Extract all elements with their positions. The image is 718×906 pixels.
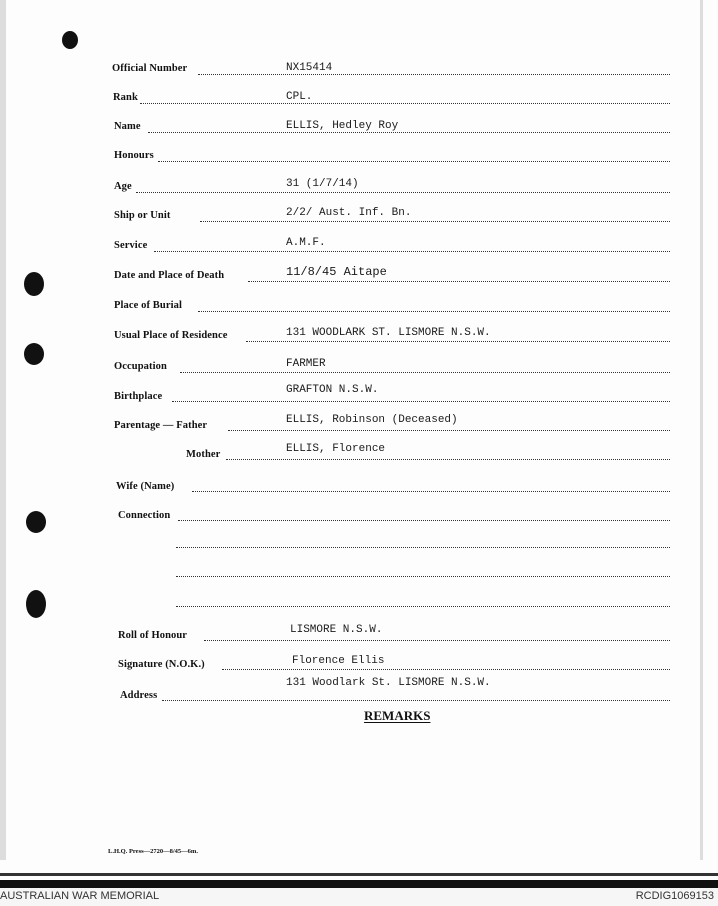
- field-label: Service: [114, 240, 148, 251]
- field-value: ELLIS, Robinson (Deceased): [286, 414, 458, 426]
- scan-border: [0, 880, 718, 888]
- footer-bar: [0, 888, 718, 906]
- field-official-number: [0, 60, 718, 82]
- field-place-of-burial: [0, 293, 718, 315]
- field-value: 11/8/45 Aitape: [286, 265, 387, 279]
- field-ship-or-unit: [0, 204, 718, 226]
- footer-archive-name: AUSTRALIAN WAR MEMORIAL: [0, 890, 160, 902]
- field-value: GRAFTON N.S.W.: [286, 384, 379, 396]
- blank-line: [176, 576, 670, 577]
- field-age: [0, 175, 718, 197]
- field-label: Birthplace: [114, 391, 163, 402]
- field-label: Ship or Unit: [114, 210, 171, 221]
- blank-line: [176, 606, 670, 607]
- blank-line: [176, 547, 670, 548]
- field-honours: [0, 145, 718, 167]
- field-label: Wife (Name): [116, 481, 175, 492]
- field-label: Rank: [113, 92, 138, 103]
- field-label: Occupation: [114, 361, 167, 372]
- field-value: CPL.: [286, 91, 313, 103]
- field-value: 31 (1/7/14): [286, 178, 359, 190]
- field-value: 2/2/ Aust. Inf. Bn.: [286, 207, 412, 219]
- field-wife: [0, 475, 718, 497]
- field-roll-of-honour: [0, 622, 718, 644]
- field-service: [0, 233, 718, 255]
- field-value: ELLIS, Florence: [286, 443, 386, 455]
- field-label: Date and Place of Death: [114, 270, 225, 281]
- field-value: FARMER: [286, 358, 326, 370]
- field-signature-nok: [0, 651, 718, 673]
- field-date-place-of-death: [0, 263, 718, 285]
- field-label: Mother: [186, 449, 221, 460]
- punch-hole: [26, 590, 46, 618]
- scan-border: [0, 873, 718, 876]
- field-rank: [0, 88, 718, 110]
- field-father: [0, 412, 718, 434]
- field-label: Age: [114, 181, 132, 192]
- field-usual-place-of-residence: [0, 323, 718, 345]
- field-connection: [0, 504, 718, 526]
- field-value: 131 WOODLARK ST. LISMORE N.S.W.: [286, 327, 491, 339]
- field-value: 131 Woodlark St. LISMORE N.S.W.: [286, 677, 491, 689]
- field-occupation: [0, 353, 718, 375]
- field-value: NX15414: [286, 62, 333, 74]
- field-mother: [0, 441, 718, 463]
- field-address: [0, 677, 718, 702]
- footer-record-id: RCDIG1069153: [635, 890, 714, 902]
- field-label: Usual Place of Residence: [114, 330, 228, 341]
- field-label: Name: [114, 121, 141, 132]
- field-name: [0, 116, 718, 138]
- field-label: Official Number: [112, 63, 188, 74]
- field-label: Address: [120, 690, 158, 701]
- printer-mark: L.H.Q. Press—2720—8/45—6m.: [108, 848, 198, 855]
- field-label: Roll of Honour: [118, 630, 188, 641]
- field-birthplace: [0, 382, 718, 404]
- field-label: Place of Burial: [114, 300, 182, 311]
- punch-hole: [62, 31, 78, 49]
- field-value: A.M.F.: [286, 237, 326, 249]
- field-label: Parentage — Father: [114, 420, 208, 431]
- field-label: Honours: [114, 150, 154, 161]
- field-value: Florence Ellis: [292, 655, 385, 667]
- field-label: Connection: [118, 510, 171, 521]
- field-value: LISMORE N.S.W.: [290, 624, 383, 636]
- remarks-title: REMARKS: [364, 708, 431, 723]
- field-value: ELLIS, Hedley Roy: [286, 120, 399, 132]
- field-label: Signature (N.O.K.): [118, 659, 205, 670]
